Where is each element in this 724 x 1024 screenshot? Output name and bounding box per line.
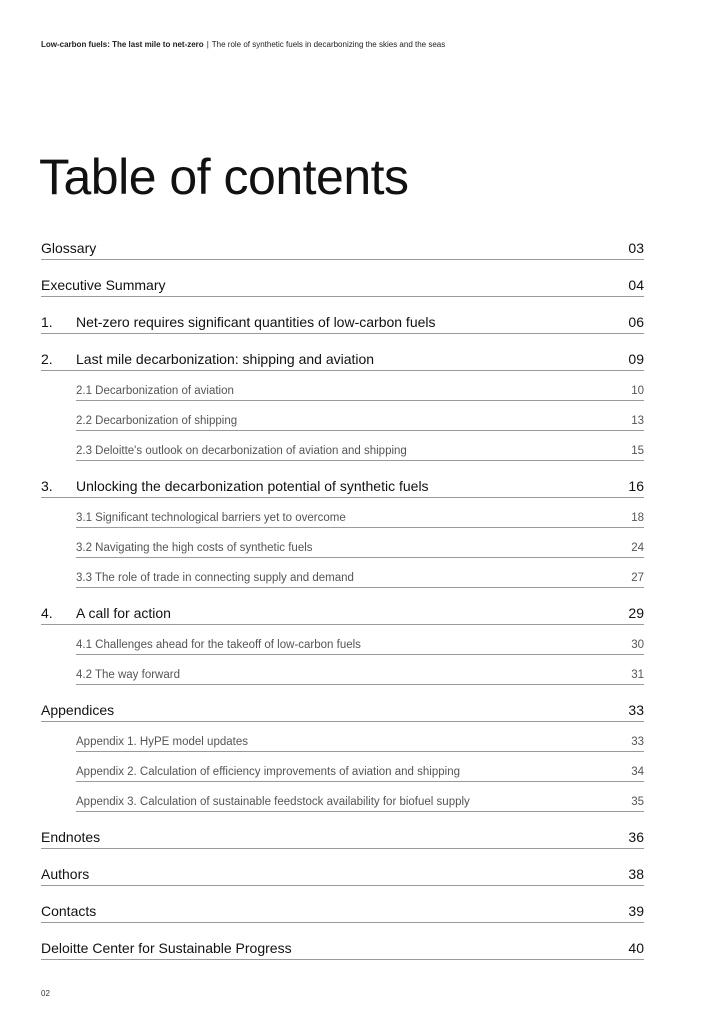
toc-entry-authors[interactable] <box>41 855 644 886</box>
toc-entry-executive-summary[interactable] <box>41 266 644 297</box>
toc-entry-label: 3.2 Navigating the high costs of synthetic fuels <box>76 542 313 554</box>
toc-entry-endnotes[interactable] <box>41 818 644 849</box>
page-title: Table of contents <box>39 149 409 205</box>
toc-entry-label: Contacts <box>41 903 97 919</box>
toc-entry-contacts[interactable] <box>41 892 644 923</box>
toc-entry-page: 35 <box>631 796 644 808</box>
header-separator: | <box>206 40 209 49</box>
toc-entry-section-3-2[interactable] <box>76 528 644 558</box>
toc-entry-section-4-2[interactable] <box>76 655 644 685</box>
toc-entry-section-3-3[interactable] <box>76 558 644 588</box>
toc-entry-label: 4.1 Challenges ahead for the takeoff of low-carbon fuels <box>76 639 361 651</box>
toc-entry-appendices[interactable] <box>41 691 644 722</box>
toc-entry-page: 09 <box>628 351 644 367</box>
toc-entry-section-3-1[interactable] <box>76 498 644 528</box>
toc-entry-label: Appendices <box>41 702 115 718</box>
toc-entry-label: A call for action <box>76 605 171 621</box>
toc-entry-page: 40 <box>628 940 644 956</box>
toc-entry-label: Last mile decarbonization: shipping and aviation <box>76 351 375 367</box>
toc-entry-page: 16 <box>628 478 644 494</box>
toc-entry-label: 2.3 Deloitte's outlook on decarbonization of aviation and shipping <box>76 445 407 457</box>
toc-entry-appendix-3[interactable] <box>76 782 644 812</box>
toc-entry-label: Appendix 1. HyPE model updates <box>76 736 248 748</box>
toc-entry-label: Glossary <box>41 240 97 256</box>
toc-entry-page: 04 <box>628 277 644 293</box>
toc-entry-number: 3. <box>41 478 53 494</box>
toc-entry-chapter-4[interactable] <box>41 594 644 625</box>
running-header <box>41 40 445 49</box>
toc-entry-label: Executive Summary <box>41 277 166 293</box>
toc-entry-page: 30 <box>631 639 644 651</box>
toc-entry-label: 2.2 Decarbonization of shipping <box>76 415 238 427</box>
toc-entry-page: 13 <box>631 415 644 427</box>
toc-entry-appendix-2[interactable] <box>76 752 644 782</box>
toc-entry-page: 18 <box>631 512 644 524</box>
toc-entry-page: 03 <box>628 240 644 256</box>
toc-entry-number: 4. <box>41 605 53 621</box>
toc-entry-glossary[interactable] <box>41 229 644 260</box>
toc-entry-label: 4.2 The way forward <box>76 669 180 681</box>
toc-entry-page: 36 <box>628 829 644 845</box>
toc-entry-label: Net-zero requires significant quantities of low-carbon fuels <box>76 314 436 330</box>
toc-entry-page: 29 <box>628 605 644 621</box>
toc-entry-page: 06 <box>628 314 644 330</box>
toc-entry-page: 15 <box>631 445 644 457</box>
toc-entry-appendix-1[interactable] <box>76 722 644 752</box>
toc-entry-page: 33 <box>631 736 644 748</box>
toc-entry-label: Unlocking the decarbonization potential of synthetic fuels <box>76 478 429 494</box>
header-subtitle: The role of synthetic fuels in decarbonizing the skies and the seas <box>211 40 446 49</box>
toc-entry-label: Deloitte Center for Sustainable Progress <box>41 940 292 956</box>
toc-entry-section-4-1[interactable] <box>76 625 644 655</box>
header-title: Low-carbon fuels: The last mile to net-zero <box>41 40 204 49</box>
toc-entry-page: 27 <box>631 572 644 584</box>
toc-entry-chapter-3[interactable] <box>41 467 644 498</box>
toc-entry-label: Endnotes <box>41 829 101 845</box>
toc-entry-page: 10 <box>631 385 644 397</box>
toc-entry-number: 1. <box>41 314 53 330</box>
toc-entry-page: 39 <box>628 903 644 919</box>
toc-entry-label: 3.3 The role of trade in connecting supply and demand <box>76 572 354 584</box>
table-of-contents <box>41 229 644 960</box>
toc-entry-section-2-3[interactable] <box>76 431 644 461</box>
toc-entry-number: 2. <box>41 351 53 367</box>
toc-entry-page: 31 <box>631 669 644 681</box>
page-number: 02 <box>41 989 50 998</box>
toc-entry-label: 3.1 Significant technological barriers yet to overcome <box>76 512 346 524</box>
toc-entry-chapter-1[interactable] <box>41 303 644 334</box>
toc-entry-deloitte-center[interactable] <box>41 929 644 960</box>
toc-entry-page: 34 <box>631 766 644 778</box>
toc-entry-chapter-2[interactable] <box>41 340 644 371</box>
toc-entry-section-2-1[interactable] <box>76 371 644 401</box>
toc-entry-label: 2.1 Decarbonization of aviation <box>76 385 234 397</box>
toc-entry-page: 33 <box>628 702 644 718</box>
toc-entry-label: Appendix 2. Calculation of efficiency improvements of aviation and shipping <box>76 766 460 778</box>
toc-entry-page: 38 <box>628 866 644 882</box>
toc-entry-section-2-2[interactable] <box>76 401 644 431</box>
toc-entry-label: Appendix 3. Calculation of sustainable feedstock availability for biofuel supply <box>76 796 470 808</box>
toc-entry-label: Authors <box>41 866 90 882</box>
toc-entry-page: 24 <box>631 542 644 554</box>
